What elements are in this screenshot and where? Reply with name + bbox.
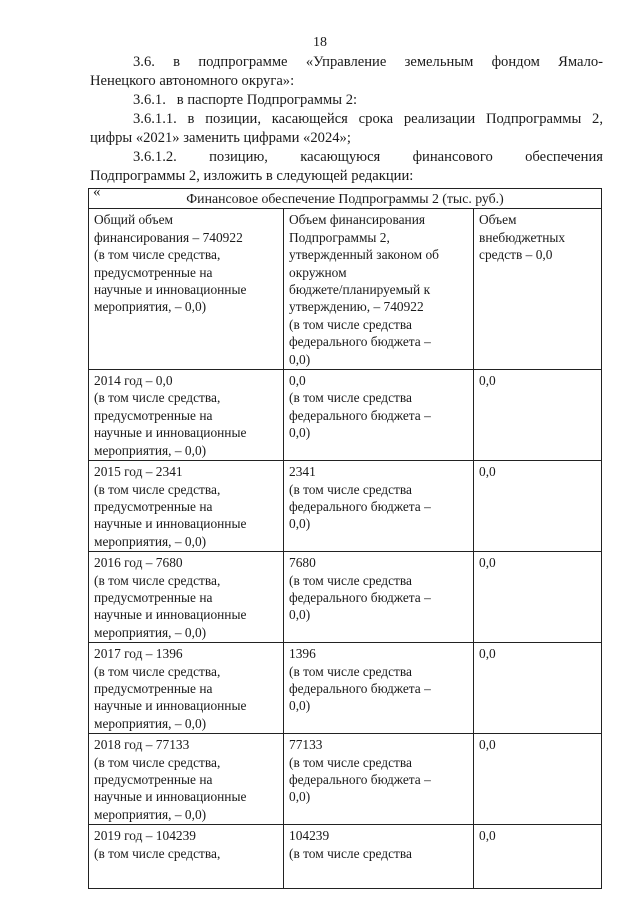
year-total-cell: 2017 год – 1396 (в том числе средства, предусмотренные на научные и инновационные мероприятия, – 0,0)	[89, 643, 284, 734]
year-extrabudget-cell: 0,0	[474, 552, 602, 643]
year-budget-cell: 77133 (в том числе средства федерального бюджета – 0,0)	[284, 734, 474, 825]
paragraph-3-6-1-1-line1: 3.6.1.1. в позиции, касающейся срока реализации Подпрограммы 2,	[133, 111, 603, 127]
extrabudget-volume-cell: Объем внебюджетных средств – 0,0	[474, 209, 602, 370]
paragraph-3-6-line2: Ненецкого автономного округа»:	[90, 73, 295, 89]
table-row	[89, 734, 602, 825]
table-row	[89, 461, 602, 552]
year-total-cell: 2015 год – 2341 (в том числе средства, предусмотренные на научные и инновационные мероприятия, – 0,0)	[89, 461, 284, 552]
paragraph-3-6-1-2-line2: Подпрограммы 2, изложить в следующей редакции:	[90, 168, 414, 184]
budget-volume-cell: Объем финансирования Подпрограммы 2, утвержденный законом об окружном бюджете/планируемый к утверждению, – 740922 (в том числе средства федерального бюджета – 0,0)	[284, 209, 474, 370]
year-budget-cell: 2341 (в том числе средства федерального бюджета – 0,0)	[284, 461, 474, 552]
opening-quote: «	[93, 184, 101, 200]
paragraph-3-6-1: 3.6.1. в паспорте Подпрограммы 2:	[133, 92, 358, 108]
year-budget-cell: 7680 (в том числе средства федерального бюджета – 0,0)	[284, 552, 474, 643]
table-header-row	[89, 209, 602, 370]
table-row	[89, 552, 602, 643]
year-budget-cell: 104239 (в том числе средства	[284, 825, 474, 889]
year-extrabudget-cell: 0,0	[474, 643, 602, 734]
paragraph-3-6-1-2-line1: 3.6.1.2. позицию, касающуюся финансового обеспечения	[133, 149, 603, 165]
paragraph-3-6-line1: 3.6. в подпрограмме «Управление земельным фондом Ямало-	[133, 54, 604, 70]
table-row	[89, 825, 602, 889]
table-row	[89, 643, 602, 734]
year-total-cell: 2019 год – 104239 (в том числе средства,	[89, 825, 284, 889]
year-extrabudget-cell: 0,0	[474, 461, 602, 552]
year-budget-cell: 1396 (в том числе средства федерального бюджета – 0,0)	[284, 643, 474, 734]
table-title: Финансовое обеспечение Подпрограммы 2 (тыс. руб.)	[89, 189, 602, 209]
year-total-cell: 2016 год – 7680 (в том числе средства, предусмотренные на научные и инновационные мероприятия, – 0,0)	[89, 552, 284, 643]
total-volume-cell: Общий объем финансирования – 740922 (в том числе средства, предусмотренные на научные и инновационные мероприятия, – 0,0)	[89, 209, 284, 370]
page-number: 18	[313, 35, 327, 50]
year-extrabudget-cell: 0,0	[474, 734, 602, 825]
year-total-cell: 2014 год – 0,0 (в том числе средства, предусмотренные на научные и инновационные мероприятия, – 0,0)	[89, 370, 284, 461]
year-extrabudget-cell: 0,0	[474, 825, 602, 889]
year-extrabudget-cell: 0,0	[474, 370, 602, 461]
table-row	[89, 370, 602, 461]
year-total-cell: 2018 год – 77133 (в том числе средства, предусмотренные на научные и инновационные мероприятия, – 0,0)	[89, 734, 284, 825]
year-budget-cell: 0,0 (в том числе средства федерального бюджета – 0,0)	[284, 370, 474, 461]
financing-table	[88, 188, 602, 889]
paragraph-3-6-1-1-line2: цифры «2021» заменить цифрами «2024»;	[90, 130, 351, 146]
